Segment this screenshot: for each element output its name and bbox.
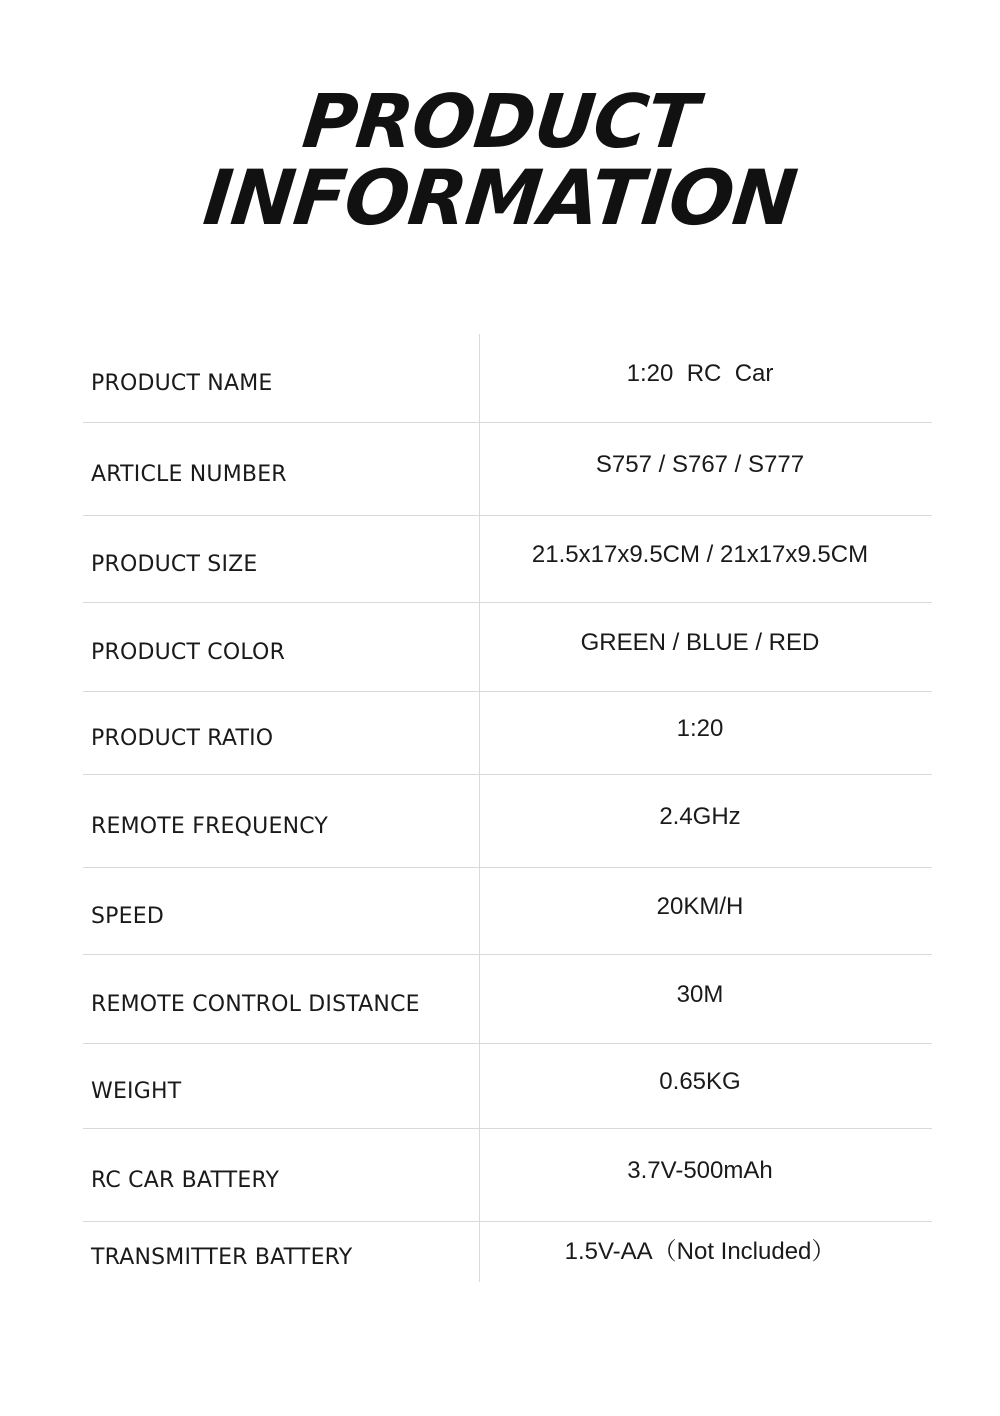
spec-table (83, 334, 932, 1282)
spec-value: GREEN / BLUE / RED (580, 629, 820, 656)
spec-label: PRODUCT SIZE (91, 551, 258, 577)
spec-value: 3.7V-500mAh (627, 1157, 773, 1184)
spec-value: 1.5V-AA（Not Included） (564, 1237, 836, 1265)
spec-row-remote-control-distance (83, 955, 932, 1044)
spec-value: 20KM/H (656, 893, 744, 920)
spec-value: S757 / S767 / S777 (595, 451, 805, 478)
spec-value: 21.5x17x9.5CM / 21x17x9.5CM (531, 541, 869, 568)
spec-row-product-color (83, 603, 932, 692)
page-title-line-1: PRODUCT (298, 79, 702, 165)
spec-label: REMOTE CONTROL DISTANCE (91, 991, 420, 1017)
spec-row-article-number (83, 423, 932, 516)
spec-label: PRODUCT NAME (91, 370, 273, 396)
spec-label: ARTICLE NUMBER (91, 461, 287, 487)
spec-row-weight (83, 1044, 932, 1129)
spec-label: RC CAR BATTERY (91, 1167, 280, 1193)
page-title-line-2: INFORMATION (199, 153, 801, 242)
spec-row-speed (83, 868, 932, 955)
spec-value: 2.4GHz (659, 803, 741, 830)
spec-value: 1:20 (676, 715, 724, 742)
spec-row-rc-car-battery (83, 1129, 932, 1222)
spec-value: 30M (676, 981, 724, 1008)
spec-row-remote-frequency (83, 775, 932, 868)
spec-row-product-name (83, 334, 932, 423)
spec-row-product-ratio (83, 692, 932, 775)
spec-row-transmitter-battery (83, 1222, 932, 1282)
spec-label: PRODUCT COLOR (91, 639, 286, 665)
spec-label: SPEED (91, 903, 164, 929)
spec-label: TRANSMITTER BATTERY (91, 1244, 353, 1270)
spec-label: PRODUCT RATIO (91, 725, 274, 751)
spec-row-product-size (83, 516, 932, 603)
spec-value: 0.65KG (659, 1068, 741, 1095)
spec-value: 1:20 RC Car (626, 360, 774, 387)
spec-label: REMOTE FREQUENCY (91, 813, 329, 839)
spec-label: WEIGHT (91, 1078, 182, 1104)
